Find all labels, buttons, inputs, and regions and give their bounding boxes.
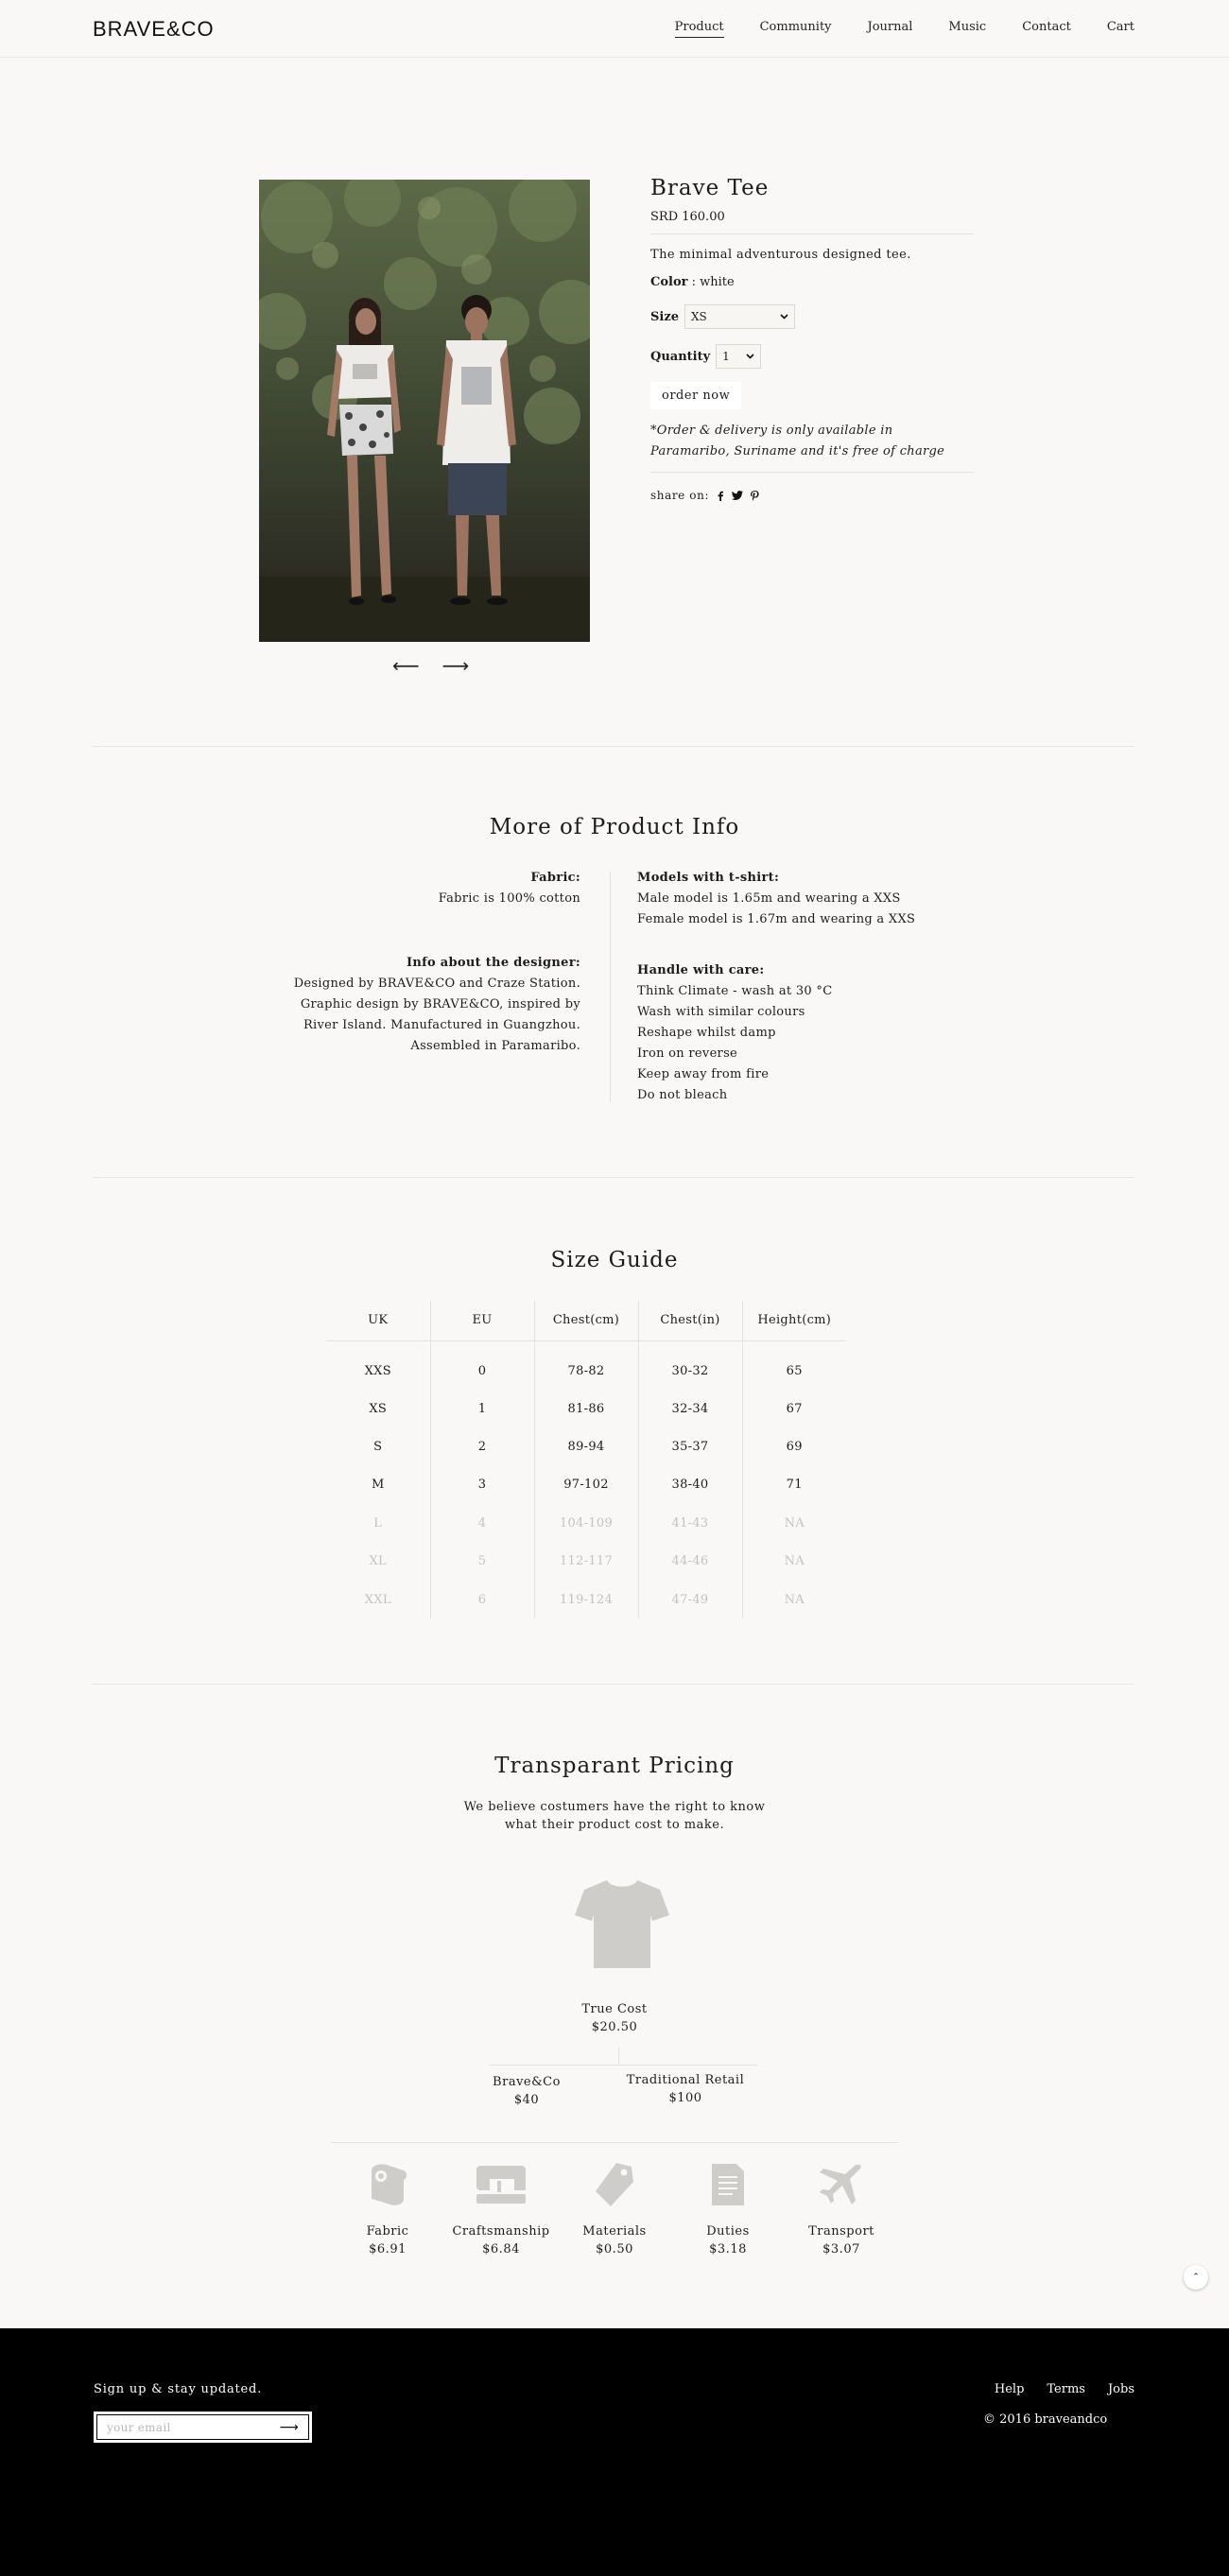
cost-label: Materials — [582, 2224, 647, 2239]
next-image-arrow-icon[interactable]: ⟶ — [441, 654, 470, 677]
chevron-down-icon — [780, 314, 788, 320]
footer-links — [995, 2382, 1134, 2396]
color-label: Color — [650, 275, 688, 289]
quantity-label: Quantity — [650, 349, 711, 364]
size-cell-eu: 2 — [430, 1427, 534, 1465]
table-row — [326, 1466, 846, 1504]
designer-line: Designed by BRAVE&CO and Craze Station. — [293, 977, 580, 991]
section-divider — [93, 1177, 1134, 1178]
table-row — [326, 1390, 846, 1427]
size-cell-eu: 1 — [430, 1390, 534, 1427]
submit-arrow-icon[interactable]: ⟶ — [279, 2419, 299, 2435]
fabric-text: Fabric is 100% cotton — [438, 891, 580, 906]
size-cell-uk: XXS — [364, 1363, 391, 1378]
designer-heading: Info about the designer: — [406, 956, 580, 970]
size-cell-height: 65 — [742, 1340, 846, 1390]
cost-value: $3.18 — [709, 2242, 747, 2256]
size-cell-chest-in: 32-34 — [638, 1390, 742, 1427]
size-cell-height: NA — [742, 1504, 846, 1542]
order-now-button[interactable]: order now — [650, 382, 741, 409]
nav-cart[interactable]: Cart — [1106, 20, 1134, 34]
size-cell-chest-cm: 81-86 — [534, 1390, 638, 1427]
nav-community[interactable]: Community — [759, 20, 832, 34]
section-divider — [93, 1684, 1134, 1685]
cost-item-fabric — [331, 2158, 444, 2258]
size-cell-uk: S — [373, 1440, 383, 1455]
table-row — [326, 1543, 846, 1581]
pricing-intro-line: We believe costumers have the right to know — [463, 1800, 766, 1814]
brand-logo[interactable]: BRAVE&CO — [93, 17, 215, 41]
size-cell-chest-in: 44-46 — [638, 1543, 742, 1581]
care-line: Iron on reverse — [637, 1046, 738, 1061]
cost-label: Duties — [706, 2224, 750, 2239]
fabric-roll-icon — [331, 2158, 444, 2211]
models-line: Female model is 1.67m and wearing a XXS — [637, 912, 916, 926]
size-cell-eu: 4 — [430, 1504, 534, 1542]
size-guide-col-eu: EU — [430, 1301, 534, 1340]
size-cell-uk: XL — [369, 1554, 387, 1569]
size-cell-eu: 3 — [430, 1466, 534, 1504]
product-photo — [259, 180, 590, 642]
size-cell-eu: 0 — [430, 1340, 534, 1390]
size-cell-chest-cm: 112-117 — [534, 1543, 638, 1581]
info-left-column — [259, 868, 580, 1087]
product-info-panel — [650, 176, 974, 502]
section-divider — [93, 746, 1134, 747]
pinterest-icon[interactable] — [751, 491, 759, 501]
care-heading: Handle with care: — [637, 963, 765, 977]
footer-link-help[interactable]: Help — [994, 2382, 1025, 2396]
table-row — [326, 1504, 846, 1542]
share-label: share on: — [650, 489, 710, 502]
color-sep: : — [687, 275, 701, 289]
size-guide-col-height: Height(cm) — [742, 1301, 846, 1340]
prev-image-arrow-icon[interactable]: ⟵ — [392, 654, 420, 677]
chevron-down-icon — [746, 354, 754, 359]
size-cell-eu: 5 — [430, 1543, 534, 1581]
color-value: white — [700, 275, 735, 289]
size-cell-eu: 6 — [430, 1581, 534, 1618]
care-line: Wash with similar colours — [637, 1005, 805, 1019]
size-cell-uk: M — [371, 1478, 385, 1493]
size-guide-col-chest-in: Chest(in) — [638, 1301, 742, 1340]
main-nav — [675, 20, 1134, 38]
brave-price-value: $40 — [513, 2093, 540, 2107]
quantity-row — [650, 344, 974, 369]
quantity-select[interactable] — [716, 344, 761, 369]
care-line: Reshape whilst damp — [637, 1026, 776, 1040]
designer-line: River Island. Manufactured in Guangzhou. — [303, 1018, 580, 1032]
cost-value: $3.07 — [822, 2242, 860, 2256]
email-field[interactable] — [94, 2412, 312, 2443]
quantity-selected-value: 1 — [722, 350, 730, 363]
size-cell-height: NA — [742, 1543, 846, 1581]
cost-item-craftsmanship — [444, 2158, 558, 2258]
brave-price-label: Brave&Co — [493, 2075, 561, 2089]
retail-price-value: $100 — [668, 2091, 702, 2105]
more-info-title: More of Product Info — [489, 815, 740, 839]
image-arrows — [392, 654, 469, 677]
fabric-heading: Fabric: — [530, 871, 580, 885]
care-line: Keep away from fire — [637, 1067, 770, 1081]
true-cost-value: $20.50 — [591, 2020, 638, 2034]
cost-label: Fabric — [366, 2224, 409, 2239]
models-block — [637, 868, 959, 930]
pricing-intro — [0, 1798, 1229, 1834]
retail-price-label: Traditional Retail — [626, 2073, 745, 2087]
size-cell-height: NA — [742, 1581, 846, 1618]
designer-line: Assembled in Paramaribo. — [410, 1039, 580, 1053]
size-cell-height: 67 — [742, 1390, 846, 1427]
scroll-to-top-button[interactable] — [1184, 2265, 1208, 2290]
product-title: Brave Tee — [650, 176, 770, 200]
size-cell-chest-cm: 78-82 — [534, 1340, 638, 1390]
nav-contact[interactable]: Contact — [1022, 20, 1071, 34]
size-cell-chest-in: 35-37 — [638, 1427, 742, 1465]
cost-label: Craftsmanship — [452, 2224, 550, 2239]
cost-value: $6.91 — [369, 2242, 407, 2256]
size-row — [650, 304, 974, 329]
models-heading: Models with t-shirt: — [637, 871, 780, 885]
size-selected-value: XS — [690, 310, 707, 323]
color-row — [650, 275, 974, 289]
cost-item-transport — [785, 2158, 898, 2258]
table-row — [326, 1427, 846, 1465]
size-cell-chest-in: 30-32 — [638, 1340, 742, 1390]
size-cell-chest-cm: 104-109 — [534, 1504, 638, 1542]
size-guide-title: Size Guide — [550, 1248, 679, 1272]
designer-block — [259, 953, 580, 1057]
table-row — [326, 1581, 846, 1618]
care-block — [637, 960, 959, 1106]
size-cell-chest-in: 38-40 — [638, 1466, 742, 1504]
cost-value: $0.50 — [596, 2242, 633, 2256]
size-cell-uk: XXL — [364, 1592, 391, 1607]
retail-price — [619, 2071, 752, 2107]
delivery-note: *Order & delivery is only available in Paramaribo, Suriname and it's free of charge — [650, 421, 974, 473]
airplane-icon — [785, 2158, 898, 2211]
size-label: Size — [650, 309, 679, 324]
info-right-column — [637, 868, 959, 1136]
pricing-intro-line: what their product cost to make. — [504, 1818, 725, 1832]
size-cell-chest-in: 41-43 — [638, 1504, 742, 1542]
size-cell-uk: L — [373, 1515, 383, 1530]
cost-item-materials — [558, 2158, 671, 2258]
pricing-connector — [489, 2065, 757, 2066]
cost-label: Transport — [808, 2224, 874, 2239]
fabric-block — [259, 868, 580, 909]
chevron-up-icon: ⌃ — [1192, 2273, 1200, 2282]
nav-journal[interactable]: Journal — [867, 20, 913, 34]
models-line: Male model is 1.65m and wearing a XXS — [637, 891, 901, 906]
product-description: The minimal adventurous designed tee. — [650, 248, 911, 262]
product-price: SRD 160.00 — [650, 210, 974, 234]
size-cell-chest-in: 47-49 — [638, 1581, 742, 1618]
share-row — [650, 489, 974, 502]
size-cell-chest-cm: 89-94 — [534, 1427, 638, 1465]
twitter-icon[interactable] — [732, 491, 743, 500]
size-guide-header-row — [326, 1301, 846, 1340]
true-cost — [0, 2000, 1229, 2036]
footer-link-jobs[interactable]: Jobs — [1107, 2382, 1134, 2396]
table-row — [326, 1340, 846, 1390]
cost-value: $6.84 — [482, 2242, 520, 2256]
site-header — [0, 0, 1229, 58]
care-line: Think Climate - wash at 30 °C — [637, 984, 833, 998]
nav-music[interactable]: Music — [948, 20, 987, 34]
email-placeholder: your email — [107, 2420, 171, 2434]
pricing-title: Transparant Pricing — [494, 1754, 735, 1778]
copyright: © 2016 braveandco — [983, 2412, 1108, 2427]
signup-label: Sign up & stay updated. — [94, 2382, 263, 2396]
document-icon — [671, 2158, 785, 2211]
facebook-icon[interactable] — [717, 491, 724, 501]
size-cell-chest-cm: 119-124 — [534, 1581, 638, 1618]
info-column-divider — [610, 872, 611, 1102]
nav-product[interactable]: Product — [675, 20, 724, 38]
size-guide-table — [326, 1301, 846, 1618]
size-cell-chest-cm: 97-102 — [534, 1466, 638, 1504]
cost-item-duties — [671, 2158, 785, 2258]
true-cost-label: True Cost — [581, 2002, 648, 2016]
size-guide-col-chest-cm: Chest(cm) — [534, 1301, 638, 1340]
care-line: Do not bleach — [637, 1088, 728, 1102]
tshirt-icon — [575, 1877, 669, 1974]
size-select[interactable] — [684, 304, 795, 329]
size-cell-height: 69 — [742, 1427, 846, 1465]
footer-link-terms[interactable]: Terms — [1047, 2382, 1085, 2396]
sewing-machine-icon — [444, 2158, 558, 2211]
site-footer — [0, 2328, 1229, 2576]
size-cell-height: 71 — [742, 1466, 846, 1504]
pricing-connector — [618, 2048, 619, 2065]
tag-icon — [558, 2158, 671, 2211]
size-cell-uk: XS — [369, 1401, 388, 1416]
designer-line: Graphic design by BRAVE&CO, inspired by — [300, 997, 580, 1011]
cost-divider — [331, 2142, 898, 2143]
brave-price — [460, 2073, 593, 2109]
size-guide-col-uk: UK — [326, 1301, 430, 1340]
